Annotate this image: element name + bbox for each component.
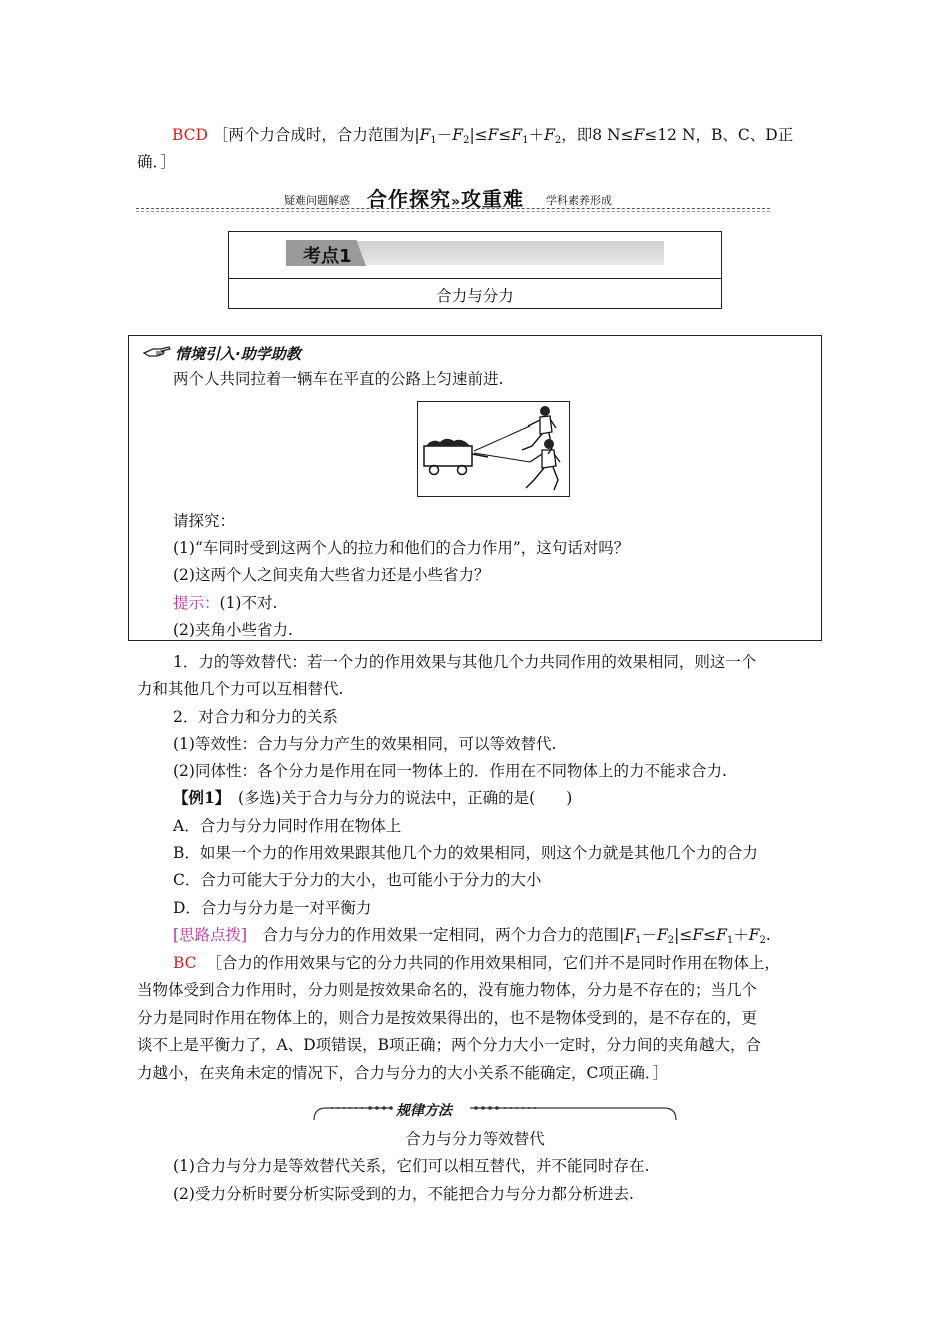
question-1: (1)“车同时受到这两个人的拉力和他们的合力作用”，这句话对吗？ — [173, 539, 630, 557]
le-sign-2: ≤ — [498, 126, 512, 144]
para-2: 2．对合力和分力的关系 — [173, 708, 338, 726]
tip-var-f1b: F — [716, 926, 727, 944]
answer-line-1 — [173, 953, 780, 973]
tip-plus: ＋ — [733, 926, 749, 944]
hint-label: 提示： — [173, 594, 220, 612]
intro-answer-line2: 确．］ — [137, 153, 176, 171]
section-banner — [136, 183, 770, 213]
banner-main-1: 合作探究 — [367, 187, 451, 211]
method-banner-label: 规律方法 — [396, 1103, 452, 1119]
explore-label: 请探究： — [173, 512, 236, 530]
answer-line-5: 力越小，在夹角未定的情况下，合力与分力的大小关系不能确定，C项正确．］ — [137, 1064, 669, 1082]
scenario-description: 两个人共同拉着一辆车在平直的公路上匀速前进. — [173, 370, 504, 388]
cart-illustration — [418, 402, 569, 496]
option-a: A．合力与分力同时作用在物体上 — [173, 817, 402, 835]
scenario-heading: 情境引入·助学助教 — [175, 345, 301, 363]
thinking-tip — [173, 925, 771, 951]
sub-2b: 2 — [554, 135, 562, 146]
var-f1b: F — [511, 126, 523, 144]
banner-right-text: 学科素养形成 — [546, 194, 612, 207]
banner-rule — [136, 208, 770, 209]
tip-var-f2: F — [657, 926, 668, 944]
para-2-1: (1)等效性：合力与分力产生的效果相同，可以等效替代. — [173, 735, 557, 753]
tip-var-f1: F — [624, 926, 636, 944]
tip-sub-1: 1 — [635, 935, 642, 946]
example-answer-label: BC — [173, 954, 197, 972]
banner-left-text: 疑难问题解惑 — [284, 194, 350, 207]
answer-text: ［两个力合成时，合力范围为| — [212, 126, 420, 144]
kaodian-divider — [229, 278, 721, 279]
sub-1b: 1 — [522, 135, 529, 146]
tip-label: [思路点拨] — [173, 926, 248, 944]
sub-2: 2 — [463, 135, 470, 146]
banner-rule-2 — [136, 211, 770, 212]
tip-text: 合力与分力的作用效果一定相同，两个力合力的范围| — [247, 926, 625, 944]
hint-line-1 — [173, 593, 277, 613]
var-f: F — [487, 126, 499, 144]
method-2: (2)受力分析时要分析实际受到的力，不能把合力与分力都分析进去. — [173, 1185, 634, 1203]
tip-sub-2b: 2 — [759, 935, 766, 946]
var-f-b: F — [633, 126, 645, 144]
tip-minus: － — [641, 926, 657, 944]
plus-sign: ＋ — [528, 126, 545, 144]
kaodian-box — [228, 231, 722, 309]
tip-sub-1b: 1 — [726, 935, 734, 946]
answer-label: BCD — [172, 126, 208, 144]
pointing-hand-icon — [143, 344, 171, 360]
minus-sign: － — [436, 126, 453, 144]
option-c: C．合力可能大于分力的大小，也可能小于分力的大小 — [173, 871, 542, 889]
hint-2: (2)夹角小些省力. — [173, 621, 293, 639]
para-1-line-1: 1．力的等效替代：若一个力的作用效果与其他几个力共同作用的效果相同，则这一个 — [173, 653, 757, 671]
tip-var-f: F — [692, 926, 704, 944]
example-stem — [173, 788, 572, 808]
answer-text-2: ，即8 N≤ — [561, 126, 634, 144]
var-f2b: F — [544, 126, 555, 144]
option-b: B．如果一个力的作用效果跟其他几个力的效果相同，则这个力就是其他几个力的合力 — [173, 844, 758, 862]
answer-line-4: 谈不上是平衡力了，A、D项错误，B项正确；两个分力大小一定时，分力间的夹角越大，合 — [137, 1036, 762, 1054]
para-1-line-2: 力和其他几个力可以互相替代. — [137, 680, 344, 698]
two-people-pulling-cart-image — [417, 401, 570, 497]
tip-var-f2b: F — [748, 926, 760, 944]
kaodian-title: 合力与分力 — [436, 287, 514, 305]
option-d: D．合力与分力是一对平衡力 — [173, 899, 372, 917]
answer-line-2: 当物体受到合力作用时，分力则是按效果命名的，没有施力物体，分力是不存在的；当几个 — [137, 981, 758, 999]
banner-main-2: 攻重难 — [461, 187, 525, 211]
le-sign: |≤ — [469, 126, 488, 144]
method-banner — [310, 1100, 680, 1124]
banner-arrow-icon: » — [451, 194, 462, 210]
hint-1: (1)不对. — [219, 594, 278, 612]
method-1: (1)合力与分力是等效替代关系，它们可以相互替代，并不能同时存在. — [173, 1157, 650, 1175]
example-answer-l1: ［合力的作用效果与它的分力共同的作用效果相同，它们并不是同时作用在物体上， — [206, 954, 780, 972]
example-question: (多选)关于合力与分力的说法中，正确的是( ) — [222, 789, 573, 807]
question-2: (2)这两个人之间夹角大些省力还是小些省力？ — [173, 566, 490, 584]
para-2-2: (2)同体性：各个分力是作用在同一物体上的．作用在不同物体上的力不能求合力. — [173, 762, 727, 780]
tip-sub-2: 2 — [667, 935, 675, 946]
method-title: 合力与分力等效替代 — [405, 1130, 545, 1148]
var-f1: F — [419, 126, 431, 144]
kaodian-tag: 考点1 — [303, 246, 352, 267]
var-f2: F — [452, 126, 464, 144]
tip-end: . — [765, 926, 771, 944]
method-banner-frame — [310, 1100, 680, 1124]
answer-text-3: ≤12 N，B、C、D正 — [644, 126, 794, 144]
intro-answer-line1 — [172, 125, 793, 151]
answer-line-3: 分力是同时作用在物体上的，则合力是按效果得出的，也不是物体受到的，是不存在的，更 — [137, 1009, 758, 1027]
tip-le: |≤ — [674, 926, 693, 944]
sub-1: 1 — [430, 135, 437, 146]
tip-le-2: ≤ — [703, 926, 717, 944]
example-label: 【例1】 — [173, 788, 223, 807]
